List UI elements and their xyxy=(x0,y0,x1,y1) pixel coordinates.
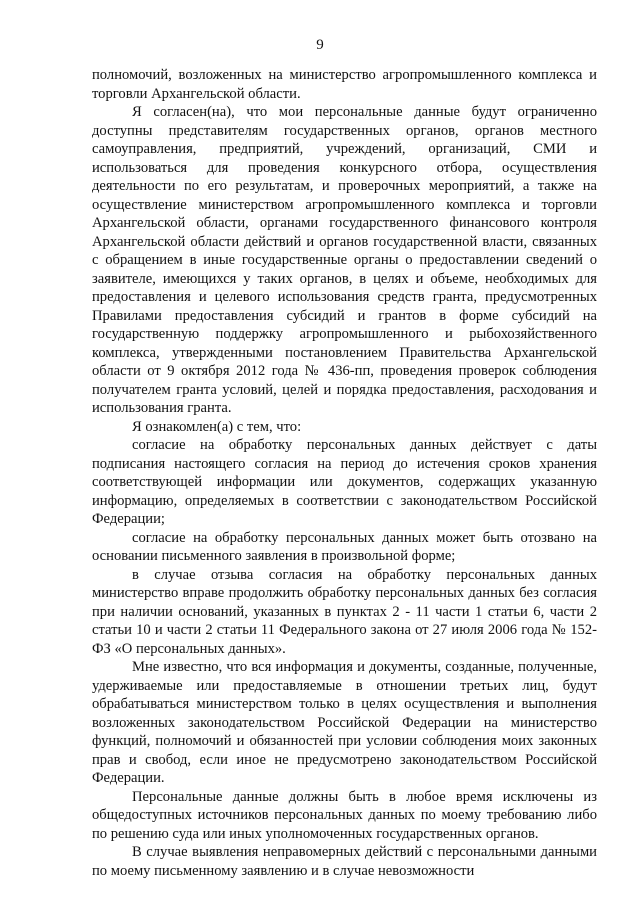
paragraph-processing-after-withdrawal: в случае отзыва согласия на обработку персональных данных министерство вправе продолжить обработку персональных данных без согласия при наличии оснований, указанных в пунктах 2 - 11 части 1 статьи 6, части 2 статьи 10 и части 2 статьи 11 Федерального закона от 27 июля 2006 года № 152-ФЗ «О персональных данных». xyxy=(92,566,597,657)
paragraph-unlawful-actions: В случае выявления неправомерных действий с персональными данными по моему письменному заявлению и в случае невозможности xyxy=(92,844,597,879)
paragraph-exclusion-from-sources: Персональные данные должны быть в любое время исключены из общедоступных источников персональных данных по моему требованию либо по решению суда или иных уполномоченных государственных органов. xyxy=(92,788,597,842)
paragraph-consent-withdrawal: согласие на обработку персональных данных может быть отозвано на основании письменного заявления в произвольной форме; xyxy=(92,529,597,564)
paragraph-consent-duration: согласие на обработку персональных данных действует с даты подписания настоящего согласия на период до истечения сроков хранения соответствующей информации или документов, содержащих указанную информацию, определяемых в соответствии с законодательством Российской Федерации; xyxy=(92,437,597,527)
document-body xyxy=(92,66,597,880)
page-number: 9 xyxy=(316,37,324,53)
paragraph-information-use: Мне известно, что вся информация и документы, созданные, полученные, удерживаемые или предоставляемые в отношении третьих лиц, будут обрабатываться министерством только в целях осуществления и выполнения возложенных законодательством Российской Федерации на министерство функций, полномочий и обязанностей при условии соблюдения моих законных прав и свобод, если иное не предусмотрено законодательством Российской Федерации. xyxy=(92,659,597,786)
paragraph-continuation: полномочий, возложенных на министерство агропромышленного комплекса и торговли Архангельской области. xyxy=(92,67,597,102)
paragraph-acknowledgement-intro: Я ознакомлен(а) с тем, что: xyxy=(132,418,302,435)
paragraph-consent-access: Я согласен(на), что мои персональные данные будут ограниченно доступны представителям государственных органов, органов местного самоуправления, предприятий, учреждений, организаций, СМИ и использоваться для проведения конкурсного отбора, осуществления деятельности по его результатам, и проверочных мероприятий, а также на осуществление министерством агропромышленного комплекса и торговли Архангельской области, органами государственного финансового контроля Архангельской области действий и органов государственной власти, связанных с обращением в иные государственные органы о предоставлении сведений о заявителе, имеющихся у таких органов, в целях и объеме, необходимых для предоставления и целевого использования средств гранта, предусмотренных Правилами предоставления субсидий и грантов в форме субсидий на государственную поддержку агропромышленного и рыбохозяйственного комплекса, утвержденными постановлением Правительства Архангельской области от 9 октября 2012 года № 436-пп, проведения проверок соблюдения получателем гранта условий, целей и порядка предоставления, расходования и использования гранта. xyxy=(92,104,597,416)
